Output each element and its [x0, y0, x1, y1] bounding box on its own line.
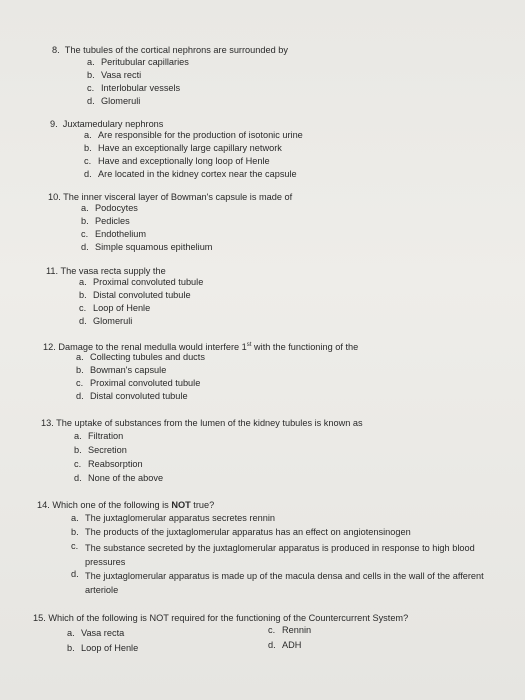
- question-text: The uptake of substances from the lumen of the kidney tubules is known as: [56, 418, 363, 428]
- question-text: Which of the following is NOT required for the functioning of the Countercurrent System?: [48, 613, 409, 623]
- option-15a: a. Vasa recta: [67, 628, 125, 638]
- question-text: The inner visceral layer of Bowman's capsule is made of: [63, 192, 293, 202]
- option-10d: d. Simple squamous epithelium: [81, 242, 213, 252]
- option-11d: d. Glomeruli: [79, 316, 133, 326]
- question-14: 14. Which one of the following is NOT true?: [37, 500, 215, 510]
- question-12: 12. Damage to the renal medulla would interfere 1st with the functioning of the: [43, 342, 359, 352]
- question-9: [50, 118, 163, 130]
- question-number: 8.: [52, 45, 60, 55]
- question-number: 11.: [46, 266, 59, 276]
- option-12d: d. Distal convoluted tubule: [76, 391, 188, 401]
- option-11b: b. Distal convoluted tubule: [79, 290, 191, 300]
- question-number: 10.: [48, 192, 61, 202]
- question-text: Juxtamedulary nephrons: [62, 119, 164, 129]
- option-11a: a. Proximal convoluted tubule: [79, 277, 204, 287]
- question-number: 14.: [37, 500, 50, 510]
- option-14b: b. The products of the juxtaglomerular apparatus has an effect on angiotensinogen: [71, 527, 411, 537]
- option-9c: c. Have and exceptionally long loop of Henle: [84, 156, 270, 166]
- option-10b: b. Pedicles: [81, 216, 130, 226]
- question-10: [48, 191, 292, 203]
- option-14a: a. The juxtaglomerular apparatus secretes rennin: [71, 513, 275, 523]
- option-10c: c. Endothelium: [81, 229, 147, 239]
- option-9a: a. Are responsible for the production of isotonic urine: [84, 130, 303, 140]
- option-9b: b. Have an exceptionally large capillary network: [84, 143, 282, 153]
- option-13d: d. None of the above: [74, 473, 164, 483]
- option-15b: b. Loop of Henle: [67, 643, 139, 653]
- option-10a: a. Podocytes: [81, 203, 138, 213]
- option-12c: c. Proximal convoluted tubule: [76, 378, 201, 388]
- question-number: 15.: [33, 613, 46, 623]
- option-13c: c. Reabsorption: [74, 459, 143, 469]
- question-11: [46, 265, 166, 277]
- question-13: [41, 417, 363, 429]
- option-13b: b. Secretion: [74, 445, 127, 455]
- question-text: The tubules of the cortical nephrons are surrounded by: [64, 45, 288, 55]
- option-15c: c. Rennin: [268, 625, 312, 635]
- question-number: 9.: [50, 119, 58, 129]
- option-14d: d. The juxtaglomerular apparatus is made up of the macula densa and cells in the wall of the afferent arteriole: [71, 569, 484, 595]
- option-12b: b. Bowman's capsule: [76, 365, 167, 375]
- option-8a: a. Peritubular capillaries: [87, 57, 189, 67]
- question-8: [52, 44, 288, 56]
- option-12a: a. Collecting tubules and ducts: [76, 352, 205, 362]
- question-text: The vasa recta supply the: [60, 266, 166, 276]
- option-15d: d. ADH: [268, 640, 302, 650]
- option-8c: c. Interlobular vessels: [87, 83, 181, 93]
- option-8d: d. Glomeruli: [87, 96, 141, 106]
- option-13a: a. Filtration: [74, 431, 124, 441]
- option-11c: c. Loop of Henle: [79, 303, 151, 313]
- option-9d: d. Are located in the kidney cortex near the capsule: [84, 169, 297, 179]
- question-number: 12.: [43, 342, 56, 352]
- question-15: [33, 612, 408, 624]
- question-number: 13.: [41, 418, 54, 428]
- option-8b: b. Vasa recti: [87, 70, 142, 80]
- option-14c: c. The substance secreted by the juxtaglomerular apparatus is produced in response to high blood pressures: [71, 541, 475, 567]
